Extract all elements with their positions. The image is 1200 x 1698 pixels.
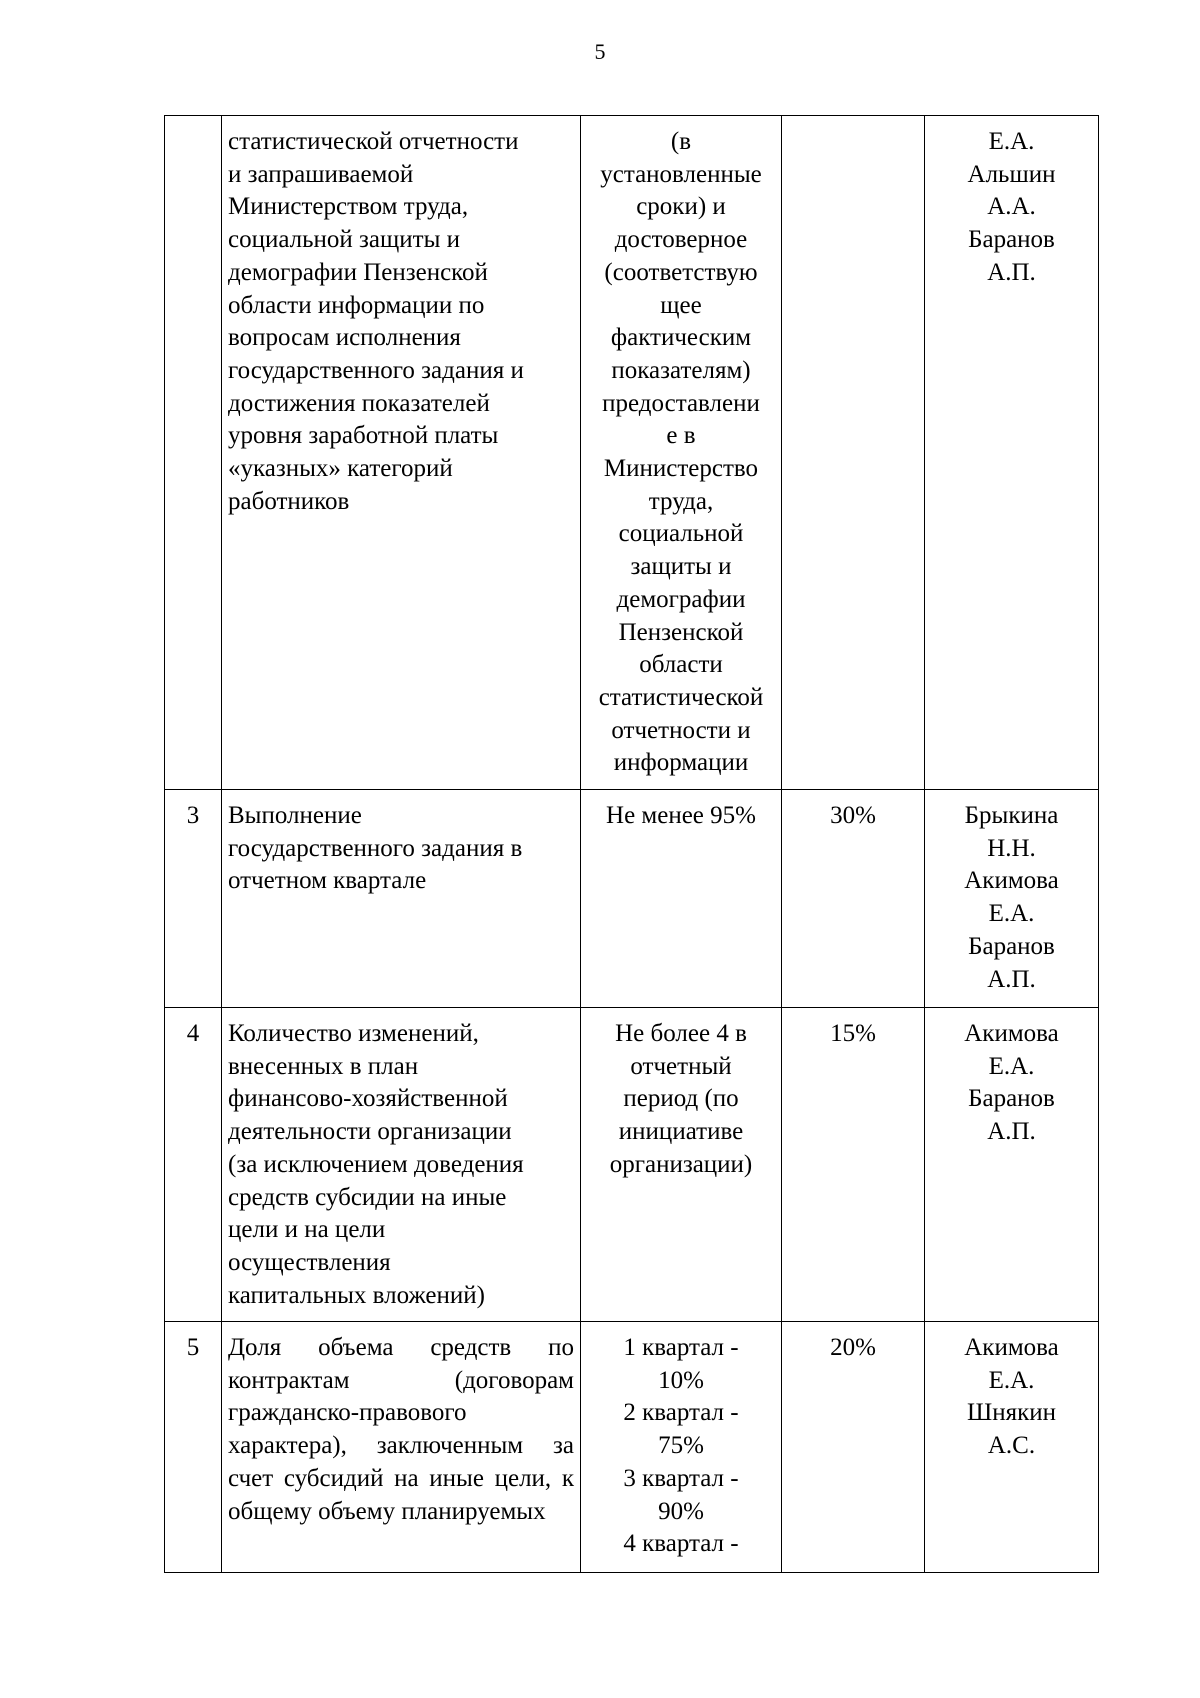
responsible-persons-cell: Е.А. Альшин А.А. Баранов А.П. bbox=[925, 116, 1099, 790]
indicator-weight-cell: 30% bbox=[782, 790, 925, 1008]
indicator-name-cell: статистической отчетности и запрашиваемой Министерством труда, социальной защиты и демографии Пензенской области информации по вопросам исполнения государственного задания и достижения показателей уровня заработной платы «указных» категорий работников bbox=[222, 116, 581, 790]
indicators-table bbox=[164, 115, 1099, 1573]
indicator-weight-cell: 15% bbox=[782, 1008, 925, 1322]
responsible-persons-cell: Акимова Е.А. Шнякин А.С. bbox=[925, 1322, 1099, 1573]
indicator-weight-cell bbox=[782, 116, 925, 790]
row-number-cell: 4 bbox=[165, 1008, 222, 1322]
table-row bbox=[165, 1322, 1099, 1573]
indicator-value-cell: Не менее 95% bbox=[581, 790, 782, 1008]
table-row bbox=[165, 1008, 1099, 1322]
page-number: 5 bbox=[594, 39, 606, 64]
indicator-name-cell: Количество изменений, внесенных в план финансово-хозяйственной деятельности организации (за исключением доведения средств субсидии на иные цели и на цели осуществления капитальных вложений) bbox=[222, 1008, 581, 1322]
indicator-name-cell: Выполнение государственного задания в отчетном квартале bbox=[222, 790, 581, 1008]
responsible-persons-cell: Брыкина Н.Н. Акимова Е.А. Баранов А.П. bbox=[925, 790, 1099, 1008]
indicator-value-cell: Не более 4 в отчетный период (по инициативе организации) bbox=[581, 1008, 782, 1322]
row-number-cell: 3 bbox=[165, 790, 222, 1008]
indicator-name-cell: Доля объема средств по контрактам (договорам гражданско-правового характера), заключенным за счет субсидий на иные цели, к общему объему планируемых bbox=[222, 1322, 581, 1573]
indicator-weight-cell: 20% bbox=[782, 1322, 925, 1573]
row-number-cell bbox=[165, 116, 222, 790]
table-row bbox=[165, 116, 1099, 790]
row-number-cell: 5 bbox=[165, 1322, 222, 1573]
responsible-persons-cell: Акимова Е.А. Баранов А.П. bbox=[925, 1008, 1099, 1322]
table-row bbox=[165, 790, 1099, 1008]
indicator-value-cell: (в установленные сроки) и достоверное (соответствую щее фактическим показателям) предоставлени е в Министерство труда, социальной защиты и демографии Пензенской области статистической отчетности и информации bbox=[581, 116, 782, 790]
indicator-value-cell: 1 квартал - 10% 2 квартал - 75% 3 квартал - 90% 4 квартал - bbox=[581, 1322, 782, 1573]
